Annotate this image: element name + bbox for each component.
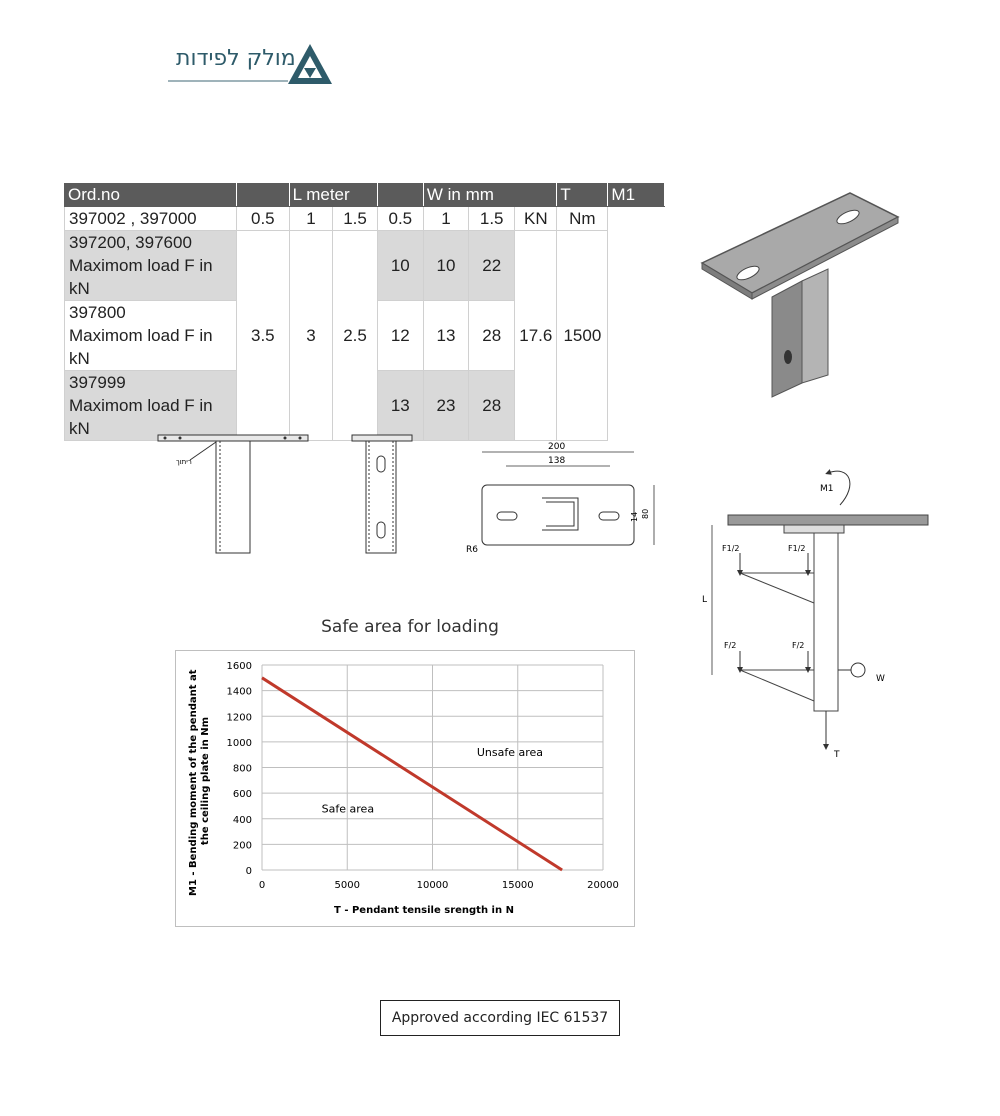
header-l-meter: L meter: [289, 184, 377, 207]
company-logo: [168, 42, 338, 86]
y-tick-label: 0: [245, 866, 252, 877]
technical-drawings: [150, 430, 670, 560]
ord-label: Maximom load F in kN: [69, 396, 213, 438]
dim-radius: R6: [466, 545, 478, 555]
cell-ord: [65, 301, 237, 371]
cell-l: 1: [289, 207, 333, 231]
cell-l-value: 2.5: [333, 231, 377, 441]
m1-label: M1: [820, 484, 834, 494]
dim-width: 200: [548, 442, 566, 452]
ord-number: 397999: [69, 373, 126, 392]
y-tick-label: 800: [232, 763, 252, 775]
plan-view: [466, 442, 654, 555]
y-tick-label: 1400: [226, 686, 252, 698]
cell-l: 1.5: [333, 207, 377, 231]
f-left-label: F/2: [724, 641, 737, 650]
table-row: [65, 207, 665, 231]
cell-w: 1: [423, 207, 468, 231]
cell-w-value: 10: [377, 231, 423, 301]
logo-mark-icon: [286, 42, 334, 86]
cell-l-value: 3.5: [236, 231, 289, 441]
header-t: T: [557, 184, 608, 207]
cell-w-value: 10: [423, 231, 468, 301]
ord-label: Maximom load F in kN: [69, 256, 213, 298]
safe-area-chart: [176, 651, 634, 926]
table-row: [65, 231, 665, 301]
chart-frame: [175, 650, 635, 927]
ord-label: Maximom load F in kN: [69, 326, 213, 368]
approval-box: Approved according IEC 61537: [380, 1000, 620, 1036]
cell-w: 0.5: [377, 207, 423, 231]
cell-w-value: 22: [469, 231, 515, 301]
chart-title: Safe area for loading: [321, 617, 499, 637]
cell-w-value: 12: [377, 301, 423, 371]
cell-w: 1.5: [469, 207, 515, 231]
cell-w-value: 28: [469, 371, 515, 441]
side-view-welded: [158, 435, 308, 553]
dim-inner: 138: [548, 456, 566, 466]
y-tick-label: 600: [232, 789, 252, 801]
x-tick-label: 10000: [416, 880, 449, 891]
y-tick-label: 400: [232, 814, 252, 826]
table-header-row: [65, 184, 665, 207]
y-axis-label: [188, 666, 211, 896]
logo-text: מולק לפידות: [176, 46, 296, 71]
force-schematic: [700, 465, 940, 765]
cell-m-unit: Nm: [557, 207, 608, 231]
cell-l: 0.5: [236, 207, 289, 231]
y-tick-label: 200: [232, 840, 252, 852]
cell-ord: 397002 , 397000: [65, 207, 237, 231]
cell-l-value: 3: [289, 231, 333, 441]
spec-table: [64, 183, 665, 441]
w-label: W: [876, 674, 885, 684]
weld-label: ריתוך: [176, 458, 192, 466]
chart-annotation: Unsafe area: [476, 745, 544, 759]
dim-slot: 14: [630, 511, 639, 522]
f1-left-label: F1/2: [722, 544, 740, 553]
y-axis-label-line1: M1 - Bending moment of the pendant at: [188, 669, 199, 896]
y-tick-label: 1000: [226, 737, 252, 749]
header-cell: [236, 184, 289, 207]
f1-right-label: F1/2: [788, 544, 806, 553]
cell-w-value: 23: [423, 371, 468, 441]
x-axis-label: T - Pendant tensile srength in N: [334, 905, 514, 916]
dim-height: 80: [641, 508, 650, 519]
cell-m-value: 1500: [557, 231, 608, 441]
cell-w-value: 13: [377, 371, 423, 441]
f-right-label: F/2: [792, 641, 805, 650]
logo-underline: [168, 78, 288, 84]
chart-annotation: Safe area: [321, 802, 375, 816]
cell-w-value: 28: [469, 301, 515, 371]
x-tick-label: 15000: [501, 880, 534, 891]
y-tick-label: 1200: [226, 712, 252, 724]
cell-t-unit: KN: [515, 207, 557, 231]
x-tick-label: 20000: [587, 880, 619, 891]
product-image: [690, 185, 910, 400]
header-m1: M1: [608, 184, 665, 207]
y-axis-label-line2: the ceiling plate in Nm: [200, 716, 211, 846]
header-ord: Ord.no: [65, 184, 237, 207]
header-w: W in mm: [423, 184, 556, 207]
y-tick-label: 1600: [226, 661, 252, 672]
x-tick-label: 0: [258, 880, 266, 891]
cell-ord: [65, 231, 237, 301]
ord-number: 397200, 397600: [69, 233, 192, 252]
cell-t-value: 17.6: [515, 231, 557, 441]
l-label: L: [702, 595, 708, 605]
header-cell: [377, 184, 423, 207]
x-tick-label: 5000: [334, 880, 360, 891]
t-label: T: [834, 750, 840, 760]
series-line-limit: [262, 678, 562, 870]
side-view-slots: [352, 435, 412, 553]
cell-w-value: 13: [423, 301, 468, 371]
ord-number: 397800: [69, 303, 126, 322]
